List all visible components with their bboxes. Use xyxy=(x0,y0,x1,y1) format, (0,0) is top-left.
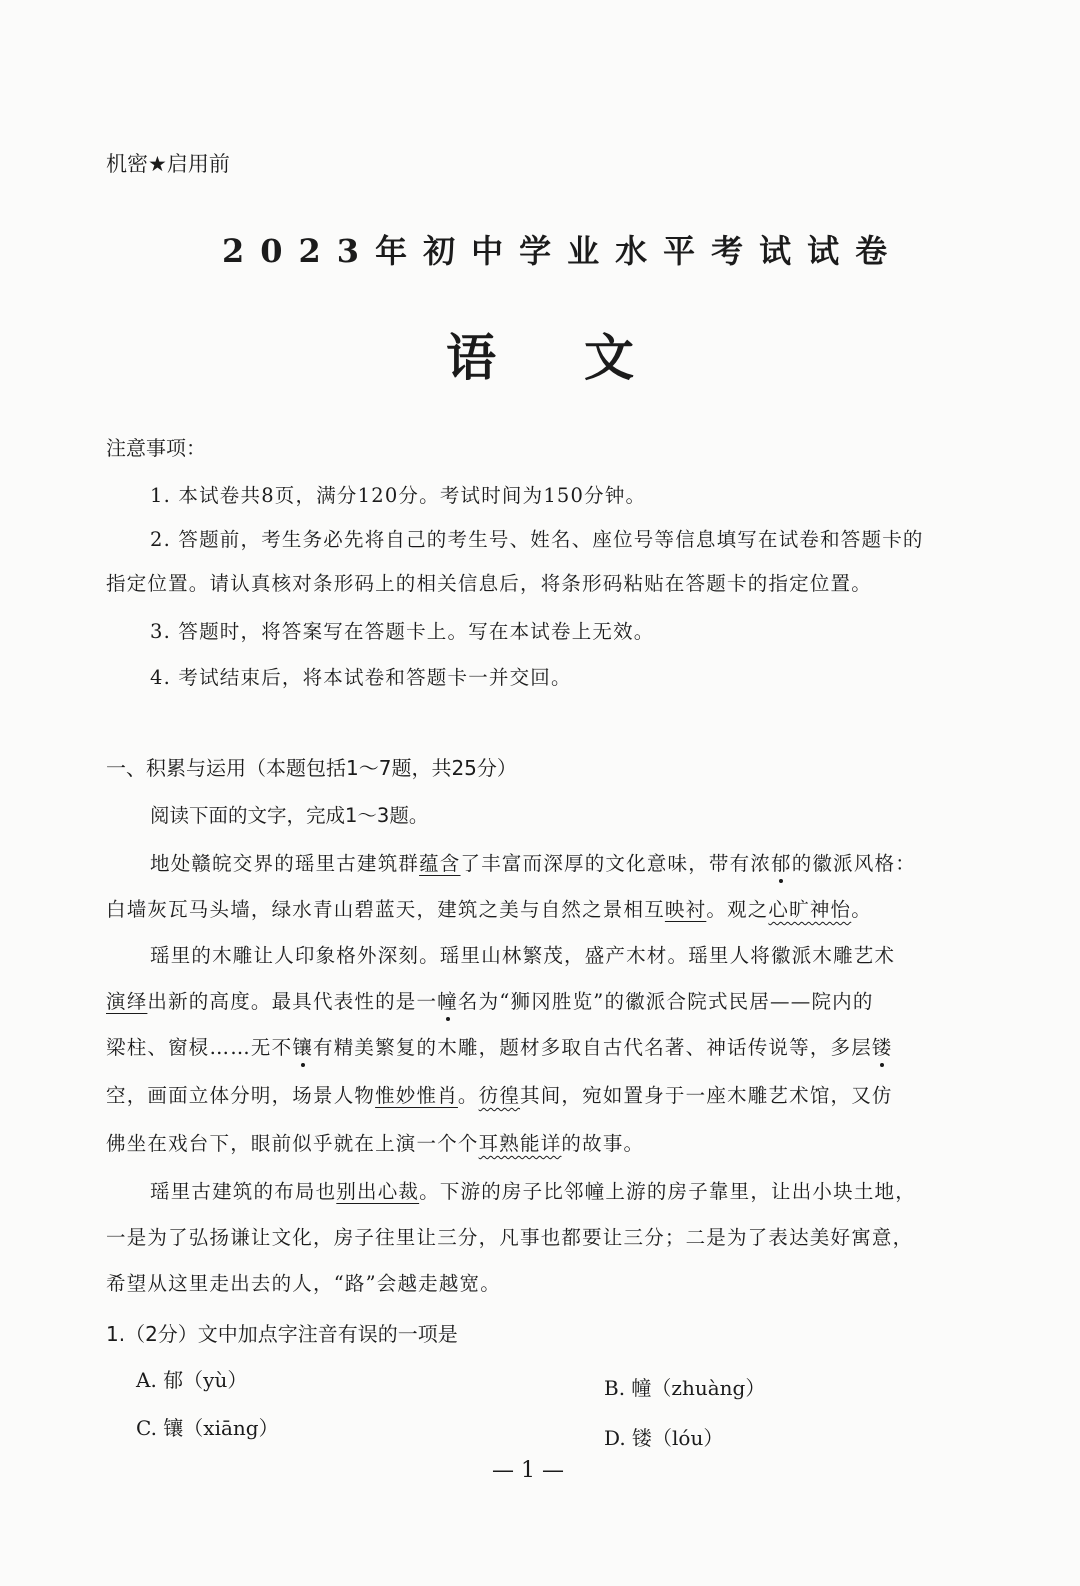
passage-p1-line2: 白墙灰瓦马头墙，绿水青山碧蓝天，建筑之美与自然之景相互映衬。观之心旷神怡。 xyxy=(106,898,872,921)
underlined-word: 映衬 xyxy=(664,898,707,921)
underlined-word: 惟妙惟肖 xyxy=(375,1084,458,1107)
passage-p2-line4: 空，画面立体分明，场景人物惟妙惟肖。彷徨其间，宛如置身于一座木雕艺术馆，又仿 xyxy=(106,1084,893,1107)
option-c: C. 镶（xiāng） xyxy=(136,1416,279,1440)
passage-p3-line2: 一是为了弘扬谦让文化，房子往里让三分，凡事也都要让三分；二是为了表达美好寓意， xyxy=(106,1226,914,1249)
passage-p2-line3: 梁柱、窗棂……无不镶有精美繁复的木雕，题材多取自古代名著、神话传说等，多层镂 xyxy=(106,1036,893,1059)
wavy-underlined-word: 耳熟能详 xyxy=(478,1132,562,1155)
option-d: D. 镂（lóu） xyxy=(604,1426,724,1450)
note-item-4: 4. 考试结束后，将本试卷和答题卡一并交回。 xyxy=(150,666,572,689)
subject-title: 语文 xyxy=(446,328,722,387)
note-item-2-cont: 指定位置。请认真核对条形码上的相关信息后，将条形码粘贴在答题卡的指定位置。 xyxy=(106,572,872,595)
passage-p2-line5: 佛坐在戏台下，眼前似乎就在上演一个个耳熟能详的故事。 xyxy=(106,1132,645,1155)
reading-instruction: 阅读下面的文字，完成1～3题。 xyxy=(150,804,429,827)
passage-p2-line2: 演绎出新的高度。最具代表性的是一幢名为“狮冈胜览”的徽派合院式民居——院内的 xyxy=(106,990,874,1013)
question-1-stem: 1.（2分）文中加点字注音有误的一项是 xyxy=(106,1322,458,1346)
passage-p1-line1: 地处赣皖交界的瑶里古建筑群蕴含了丰富而深厚的文化意味，带有浓郁的徽派风格： xyxy=(150,852,916,875)
section-heading: 一、积累与运用（本题包括1～7题，共25分） xyxy=(106,756,517,780)
passage-p3-line3: 希望从这里走出去的人，“路”会越走越宽。 xyxy=(106,1272,501,1295)
underlined-word: 蕴含 xyxy=(419,852,461,875)
underlined-word: 演绎 xyxy=(106,990,148,1013)
page-number: — 1 — xyxy=(492,1458,564,1483)
wavy-underlined-word: 彷徨 xyxy=(478,1084,521,1107)
option-b: B. 幢（zhuàng） xyxy=(604,1376,766,1400)
passage-p3-line1: 瑶里古建筑的布局也别出心裁。下游的房子比邻幢上游的房子靠里，让出小块土地， xyxy=(150,1180,916,1203)
note-item-3: 3. 答题时，将答案写在答题卡上。写在本试卷上无效。 xyxy=(150,620,655,643)
underlined-word: 别出心裁 xyxy=(336,1180,420,1203)
dotted-char: 镂 xyxy=(871,1036,893,1059)
confidential-label: 机密★启用前 xyxy=(106,152,230,176)
note-item-2: 2. 答题前，考生务必先将自己的考生号、姓名、座位号等信息填写在试卷和答题卡的 xyxy=(150,528,924,551)
dotted-char: 郁 xyxy=(771,852,792,875)
note-item-1: 1. 本试卷共8页，满分120分。考试时间为150分钟。 xyxy=(150,484,647,507)
dotted-char: 幢 xyxy=(437,990,458,1013)
notes-heading: 注意事项： xyxy=(106,436,206,460)
passage-p2-line1: 瑶里的木雕让人印象格外深刻。瑶里山林繁茂，盛产木材。瑶里人将徽派木雕艺术 xyxy=(150,944,896,967)
option-a: A. 郁（yù） xyxy=(136,1368,248,1392)
exam-title: 2023年初中学业水平考试试卷 xyxy=(222,232,904,270)
wavy-underlined-word: 心旷神怡 xyxy=(768,898,852,921)
dotted-char: 镶 xyxy=(292,1036,314,1059)
